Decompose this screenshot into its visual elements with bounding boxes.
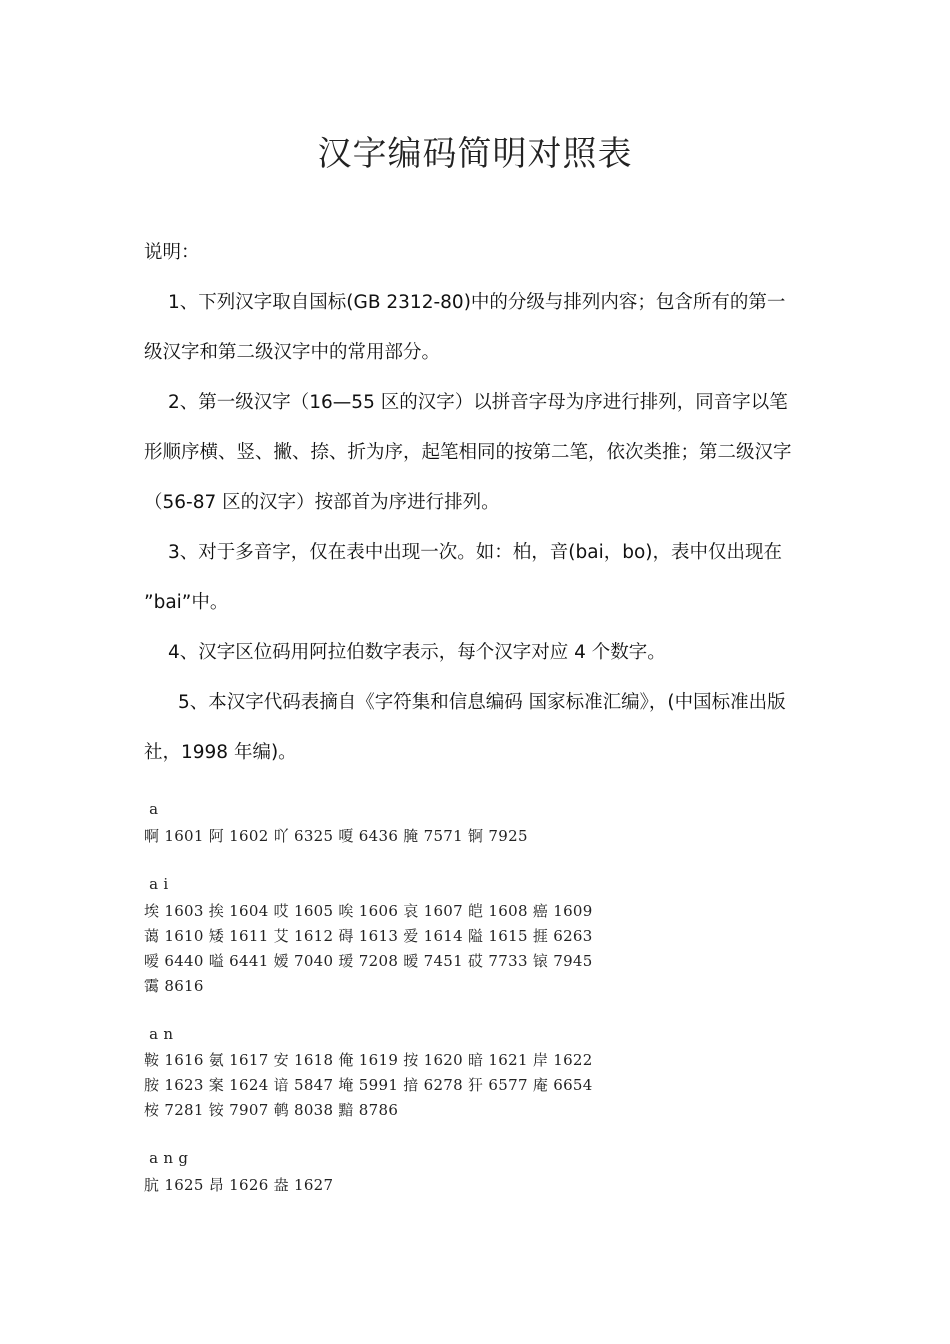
note-2-line-3: （56-87 区的汉字）按部首为序进行排列。 <box>144 492 500 513</box>
note-5-line-2: 社，1998 年编)。 <box>144 742 297 763</box>
intro-label: 说明： <box>144 242 200 263</box>
note-1-line-2: 级汉字和第二级汉字中的常用部分。 <box>144 342 441 363</box>
pinyin-heading-ang: a n g <box>144 1149 189 1167</box>
pinyin-heading-a: a <box>144 800 159 818</box>
pinyin-heading-ai: a i <box>144 875 169 893</box>
code-row: 埃 1603 挨 1604 哎 1605 唉 1606 哀 1607 皑 1608 癌 1609 <box>144 902 593 920</box>
page-title: 汉字编码简明对照表 <box>317 134 633 174</box>
code-row: 肮 1625 昂 1626 盎 1627 <box>144 1176 334 1194</box>
code-row: 嗳 6440 嗌 6441 嫒 7040 瑷 7208 暧 7451 砹 7733 锿 7945 <box>144 952 593 970</box>
code-row: 霭 8616 <box>144 977 204 995</box>
code-row: 鞍 1616 氨 1617 安 1618 俺 1619 按 1620 暗 1621 岸 1622 <box>144 1051 593 1069</box>
note-2-line-1: 2、第一级汉字（16—55 区的汉字）以拼音字母为序进行排列，同音字以笔 <box>168 392 788 413</box>
note-5-line-1: 5、本汉字代码表摘自《字符集和信息编码 国家标准汇编》，(中国标准出版 <box>178 692 786 713</box>
note-1-line-1: 1、下列汉字取自国标(GB 2312-80)中的分级与排列内容；包含所有的第一 <box>168 292 786 313</box>
note-3-line-2: ”bai”中。 <box>144 592 229 613</box>
code-row: 胺 1623 案 1624 谙 5847 埯 5991 揞 6278 犴 6577 庵 6654 <box>144 1076 593 1094</box>
code-row: 蔼 1610 矮 1611 艾 1612 碍 1613 爱 1614 隘 1615 捱 6263 <box>144 927 593 945</box>
note-3-line-1: 3、对于多音字，仅在表中出现一次。如：柏，音(bai，bo)，表中仅出现在 <box>168 542 782 563</box>
code-row: 桉 7281 铵 7907 鹌 8038 黯 8786 <box>144 1101 399 1119</box>
note-2-line-2: 形顺序横、竖、撇、捺、折为序，起笔相同的按第二笔，依次类推；第二级汉字 <box>144 442 792 463</box>
note-4-line-1: 4、汉字区位码用阿拉伯数字表示，每个汉字对应 4 个数字。 <box>168 642 666 663</box>
pinyin-heading-an: a n <box>144 1025 174 1043</box>
code-row: 啊 1601 阿 1602 吖 6325 嗄 6436 腌 7571 锕 7925 <box>144 827 528 845</box>
